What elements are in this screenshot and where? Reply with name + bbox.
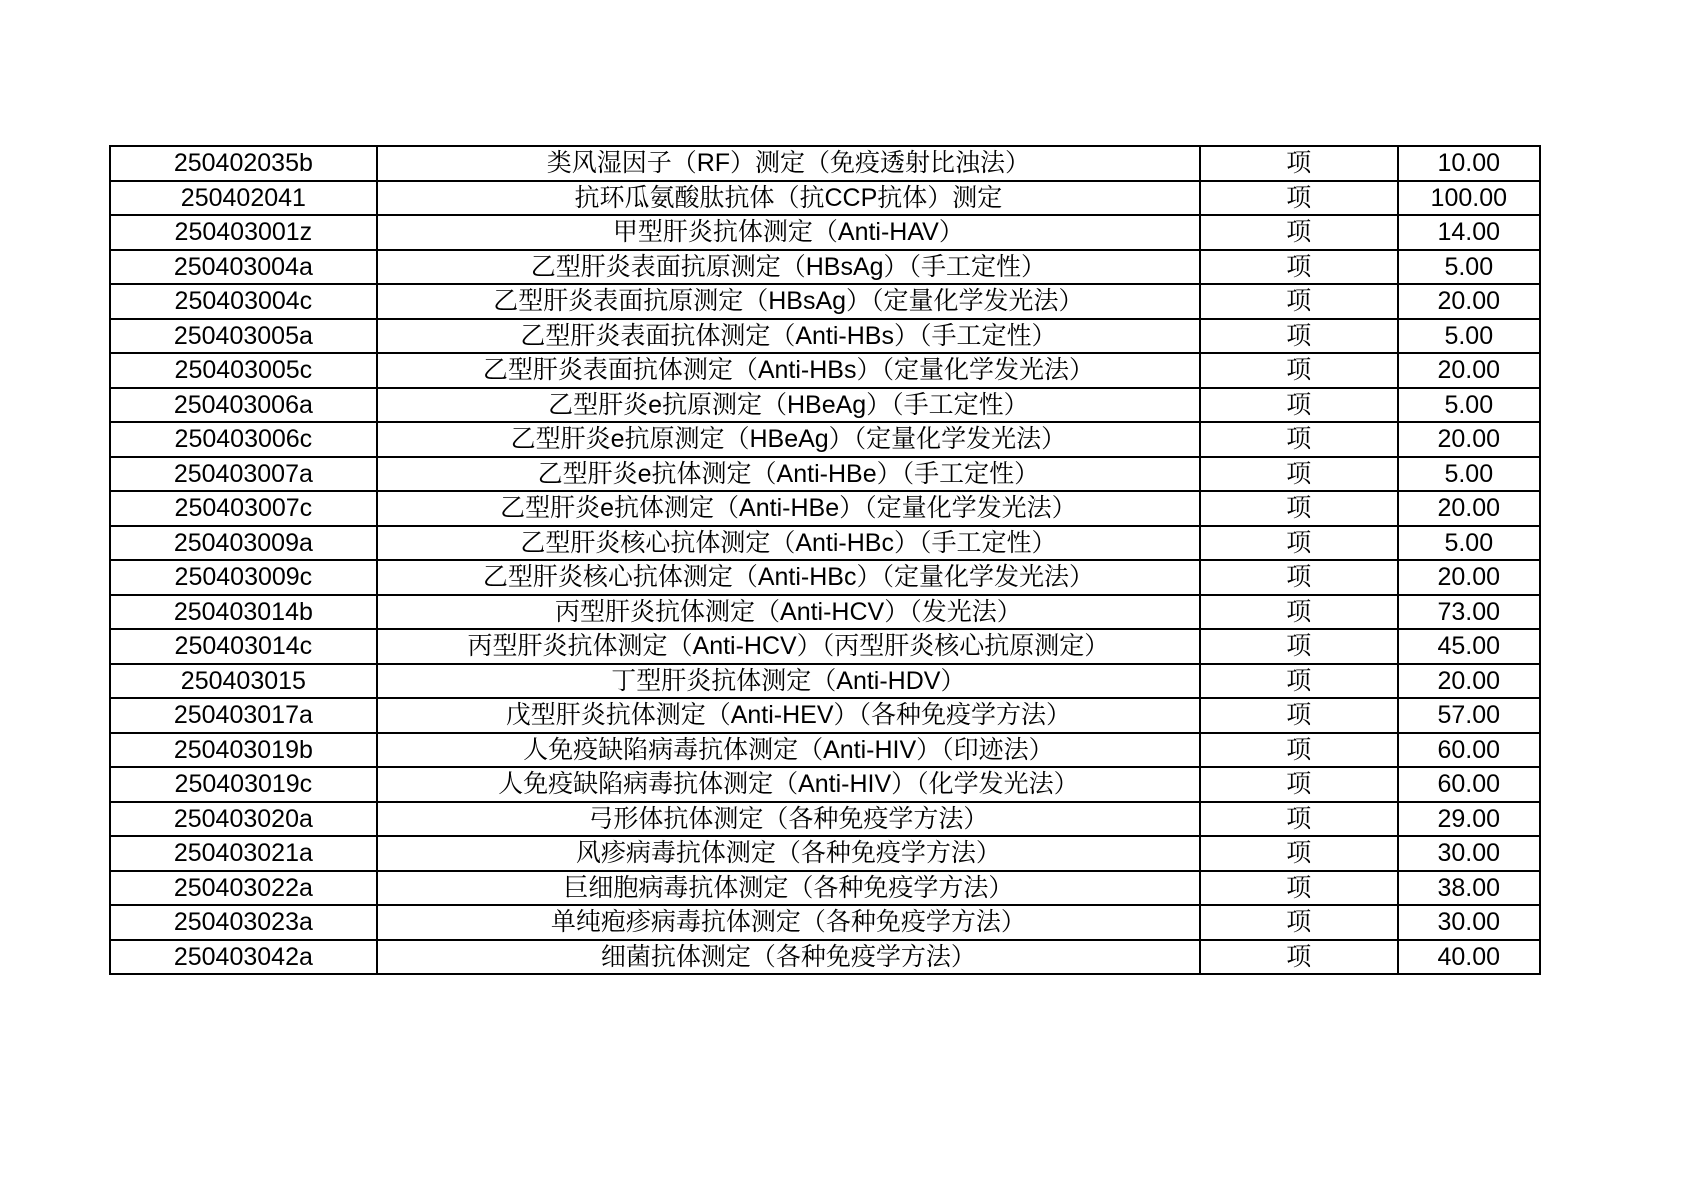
- table-row: [110, 457, 1540, 492]
- item-name-cell: 乙型肝炎表面抗原测定（HBsAg）（手工定性）: [377, 250, 1200, 285]
- item-name-cell: 丁型肝炎抗体测定（Anti-HDV）: [377, 664, 1200, 699]
- item-name-cell: 弓形体抗体测定（各种免疫学方法）: [377, 802, 1200, 837]
- item-price-cell: 40.00: [1398, 940, 1540, 975]
- table-row: [110, 733, 1540, 768]
- item-price-cell: 5.00: [1398, 457, 1540, 492]
- item-name-cell: 丙型肝炎抗体测定（Anti-HCV）（丙型肝炎核心抗原测定）: [377, 629, 1200, 664]
- item-price-cell: 20.00: [1398, 560, 1540, 595]
- item-unit-cell: 项: [1200, 353, 1398, 388]
- item-name-cell: 类风湿因子（RF）测定（免疫透射比浊法）: [377, 146, 1200, 181]
- item-name-cell: 乙型肝炎表面抗原测定（HBsAg）（定量化学发光法）: [377, 284, 1200, 319]
- table-body: [110, 146, 1540, 974]
- item-unit-cell: 项: [1200, 284, 1398, 319]
- item-price-cell: 20.00: [1398, 664, 1540, 699]
- item-name-cell: 人免疫缺陷病毒抗体测定（Anti-HIV）（印迹法）: [377, 733, 1200, 768]
- item-code-cell: 250403004c: [110, 284, 377, 319]
- item-name-cell: 乙型肝炎e抗体测定（Anti-HBe）（定量化学发光法）: [377, 491, 1200, 526]
- item-name-cell: 巨细胞病毒抗体测定（各种免疫学方法）: [377, 871, 1200, 906]
- item-price-cell: 73.00: [1398, 595, 1540, 630]
- item-code-cell: 250403023a: [110, 905, 377, 940]
- table-row: [110, 871, 1540, 906]
- item-price-cell: 38.00: [1398, 871, 1540, 906]
- item-name-cell: 乙型肝炎核心抗体测定（Anti-HBc）（手工定性）: [377, 526, 1200, 561]
- table-row: [110, 250, 1540, 285]
- item-unit-cell: 项: [1200, 698, 1398, 733]
- item-name-cell: 甲型肝炎抗体测定（Anti-HAV）: [377, 215, 1200, 250]
- item-unit-cell: 项: [1200, 836, 1398, 871]
- item-code-cell: 250402041: [110, 181, 377, 216]
- item-price-cell: 20.00: [1398, 353, 1540, 388]
- item-name-cell: 单纯疱疹病毒抗体测定（各种免疫学方法）: [377, 905, 1200, 940]
- table-row: [110, 146, 1540, 181]
- item-name-cell: 乙型肝炎e抗原测定（HBeAg）（手工定性）: [377, 388, 1200, 423]
- item-code-cell: 250403009a: [110, 526, 377, 561]
- item-price-cell: 20.00: [1398, 284, 1540, 319]
- item-unit-cell: 项: [1200, 733, 1398, 768]
- table-row: [110, 353, 1540, 388]
- item-unit-cell: 项: [1200, 181, 1398, 216]
- item-unit-cell: 项: [1200, 664, 1398, 699]
- item-code-cell: 250403015: [110, 664, 377, 699]
- table-row: [110, 905, 1540, 940]
- item-price-cell: 60.00: [1398, 767, 1540, 802]
- item-name-cell: 乙型肝炎表面抗体测定（Anti-HBs）（手工定性）: [377, 319, 1200, 354]
- item-name-cell: 风疹病毒抗体测定（各种免疫学方法）: [377, 836, 1200, 871]
- item-price-cell: 30.00: [1398, 905, 1540, 940]
- item-unit-cell: 项: [1200, 629, 1398, 664]
- item-unit-cell: 项: [1200, 457, 1398, 492]
- item-unit-cell: 项: [1200, 250, 1398, 285]
- item-code-cell: 250403022a: [110, 871, 377, 906]
- item-unit-cell: 项: [1200, 388, 1398, 423]
- item-code-cell: 250402035b: [110, 146, 377, 181]
- item-unit-cell: 项: [1200, 595, 1398, 630]
- item-name-cell: 乙型肝炎核心抗体测定（Anti-HBc）（定量化学发光法）: [377, 560, 1200, 595]
- price-table: [109, 145, 1541, 975]
- item-unit-cell: 项: [1200, 491, 1398, 526]
- table-row: [110, 422, 1540, 457]
- item-price-cell: 10.00: [1398, 146, 1540, 181]
- item-name-cell: 乙型肝炎e抗体测定（Anti-HBe）（手工定性）: [377, 457, 1200, 492]
- table-row: [110, 629, 1540, 664]
- item-price-cell: 20.00: [1398, 422, 1540, 457]
- item-price-cell: 30.00: [1398, 836, 1540, 871]
- item-price-cell: 5.00: [1398, 250, 1540, 285]
- table-row: [110, 802, 1540, 837]
- item-code-cell: 250403006a: [110, 388, 377, 423]
- table-row: [110, 940, 1540, 975]
- table-row: [110, 491, 1540, 526]
- item-unit-cell: 项: [1200, 767, 1398, 802]
- item-code-cell: 250403007c: [110, 491, 377, 526]
- item-name-cell: 抗环瓜氨酸肽抗体（抗CCP抗体）测定: [377, 181, 1200, 216]
- item-code-cell: 250403014c: [110, 629, 377, 664]
- item-name-cell: 细菌抗体测定（各种免疫学方法）: [377, 940, 1200, 975]
- item-code-cell: 250403014b: [110, 595, 377, 630]
- item-price-cell: 57.00: [1398, 698, 1540, 733]
- item-code-cell: 250403007a: [110, 457, 377, 492]
- table-row: [110, 664, 1540, 699]
- item-code-cell: 250403001z: [110, 215, 377, 250]
- item-code-cell: 250403019b: [110, 733, 377, 768]
- item-unit-cell: 项: [1200, 526, 1398, 561]
- item-code-cell: 250403005a: [110, 319, 377, 354]
- item-code-cell: 250403020a: [110, 802, 377, 837]
- item-unit-cell: 项: [1200, 215, 1398, 250]
- item-code-cell: 250403017a: [110, 698, 377, 733]
- table-row: [110, 767, 1540, 802]
- item-code-cell: 250403021a: [110, 836, 377, 871]
- item-unit-cell: 项: [1200, 560, 1398, 595]
- item-code-cell: 250403004a: [110, 250, 377, 285]
- item-price-cell: 45.00: [1398, 629, 1540, 664]
- item-price-cell: 100.00: [1398, 181, 1540, 216]
- item-code-cell: 250403019c: [110, 767, 377, 802]
- item-unit-cell: 项: [1200, 871, 1398, 906]
- item-price-cell: 29.00: [1398, 802, 1540, 837]
- item-unit-cell: 项: [1200, 905, 1398, 940]
- item-code-cell: 250403009c: [110, 560, 377, 595]
- item-unit-cell: 项: [1200, 940, 1398, 975]
- table-row: [110, 284, 1540, 319]
- item-name-cell: 丙型肝炎抗体测定（Anti-HCV）（发光法）: [377, 595, 1200, 630]
- table-row: [110, 319, 1540, 354]
- item-unit-cell: 项: [1200, 146, 1398, 181]
- item-price-cell: 60.00: [1398, 733, 1540, 768]
- item-unit-cell: 项: [1200, 319, 1398, 354]
- table-row: [110, 560, 1540, 595]
- table-row: [110, 215, 1540, 250]
- table-row: [110, 526, 1540, 561]
- table-row: [110, 836, 1540, 871]
- item-price-cell: 14.00: [1398, 215, 1540, 250]
- item-unit-cell: 项: [1200, 802, 1398, 837]
- item-price-cell: 5.00: [1398, 526, 1540, 561]
- item-code-cell: 250403005c: [110, 353, 377, 388]
- item-price-cell: 5.00: [1398, 319, 1540, 354]
- item-price-cell: 5.00: [1398, 388, 1540, 423]
- item-code-cell: 250403006c: [110, 422, 377, 457]
- item-name-cell: 乙型肝炎e抗原测定（HBeAg）（定量化学发光法）: [377, 422, 1200, 457]
- item-code-cell: 250403042a: [110, 940, 377, 975]
- table-row: [110, 388, 1540, 423]
- item-name-cell: 戊型肝炎抗体测定（Anti-HEV）（各种免疫学方法）: [377, 698, 1200, 733]
- table-row: [110, 698, 1540, 733]
- item-unit-cell: 项: [1200, 422, 1398, 457]
- item-price-cell: 20.00: [1398, 491, 1540, 526]
- item-name-cell: 乙型肝炎表面抗体测定（Anti-HBs）（定量化学发光法）: [377, 353, 1200, 388]
- table-row: [110, 595, 1540, 630]
- item-name-cell: 人免疫缺陷病毒抗体测定（Anti-HIV）（化学发光法）: [377, 767, 1200, 802]
- table-row: [110, 181, 1540, 216]
